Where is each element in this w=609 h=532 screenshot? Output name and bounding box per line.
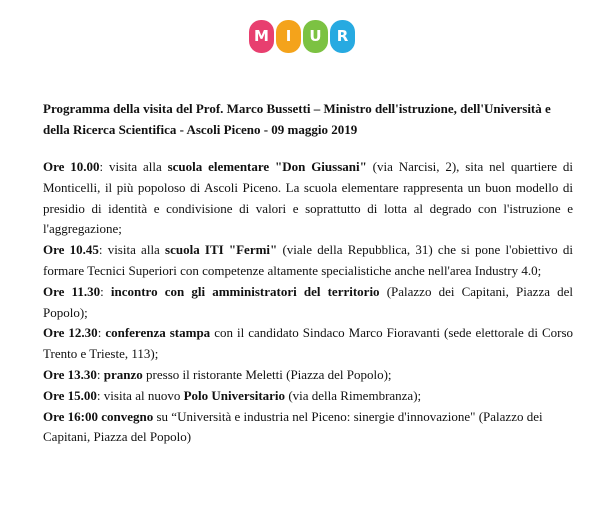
schedule-item [43, 365, 573, 386]
item-separator: : visita al nuovo [96, 387, 184, 403]
item-time: Ore 12.30 [43, 325, 98, 341]
item-separator: : [96, 366, 104, 382]
logo-letter-i: I [276, 20, 301, 53]
item-details: (via della Rimembranza); [285, 387, 422, 403]
item-highlight: scuola ITI "Fermi" [165, 242, 278, 258]
item-highlight: conferenza stampa [105, 325, 211, 341]
item-separator: : [97, 325, 106, 341]
schedule-list [43, 157, 573, 448]
document-title [43, 98, 573, 140]
item-highlight: pranzo [103, 366, 143, 382]
item-highlight: scuola elementare "Don Giussani" [167, 159, 367, 174]
item-separator: : visita alla [98, 242, 166, 258]
schedule-item [43, 407, 573, 449]
item-details: con il candidato Sindaco Marco Fioravanti (sede elettorale di Corso Trento e Trieste, 113); [43, 325, 573, 362]
item-time: Ore 16:00 [43, 408, 98, 424]
title-line-1: Programma della visita del Prof. Marco Bussetti – Ministro dell'istruzione, dell'Università e [43, 101, 551, 116]
miur-logo [249, 20, 355, 56]
item-highlight: incontro con gli amministratori del territorio [110, 283, 380, 299]
item-time: Ore 10.00 [43, 159, 100, 174]
title-line-2: della Ricerca Scientifica - Ascoli Piceno - 09 maggio 2019 [43, 122, 358, 137]
logo-letter-m: M [249, 20, 274, 53]
item-highlight: Polo Universitario [183, 387, 286, 403]
item-separator: : visita alla [99, 159, 168, 174]
item-details: (viale della Repubblica, 31) che si pone l'obiettivo di formare Tecnici Superiori con competenze altamente specialistiche anche nell'area Industry 4.0; [43, 242, 573, 278]
schedule-item [43, 240, 573, 282]
item-time: Ore 13.30 [43, 366, 97, 382]
item-time: Ore 10.45 [43, 242, 99, 258]
item-details: (Palazzo dei Capitani, Piazza del Popolo); [43, 283, 574, 320]
item-separator: : [100, 283, 111, 299]
schedule-item [43, 323, 573, 365]
schedule-item [43, 157, 573, 240]
item-details: presso il ristorante Meletti (Piazza del Popolo); [142, 366, 392, 382]
logo-letter-u: U [303, 20, 328, 53]
item-time: Ore 15.00 [43, 387, 97, 403]
item-details: su “Università e industria nel Piceno: sinergie d'innovazione" (Palazzo dei Capitani, Piazza del Popolo) [43, 408, 543, 445]
item-details: (via Narcisi, 2), sita nel quartiere di Monticelli, il più popoloso di Ascoli Piceno. La scuola elementare rappresenta un buon modello di presidio di identità e condivisione di valori e soprattutto di lotta al degrado con l'istruzione e l'aggregazione; [43, 159, 573, 237]
item-time: Ore 11.30 [43, 283, 101, 299]
item-highlight: convegno [101, 408, 154, 424]
schedule-item [43, 282, 573, 324]
logo-letter-r: R [330, 20, 355, 53]
schedule-item [43, 386, 573, 407]
